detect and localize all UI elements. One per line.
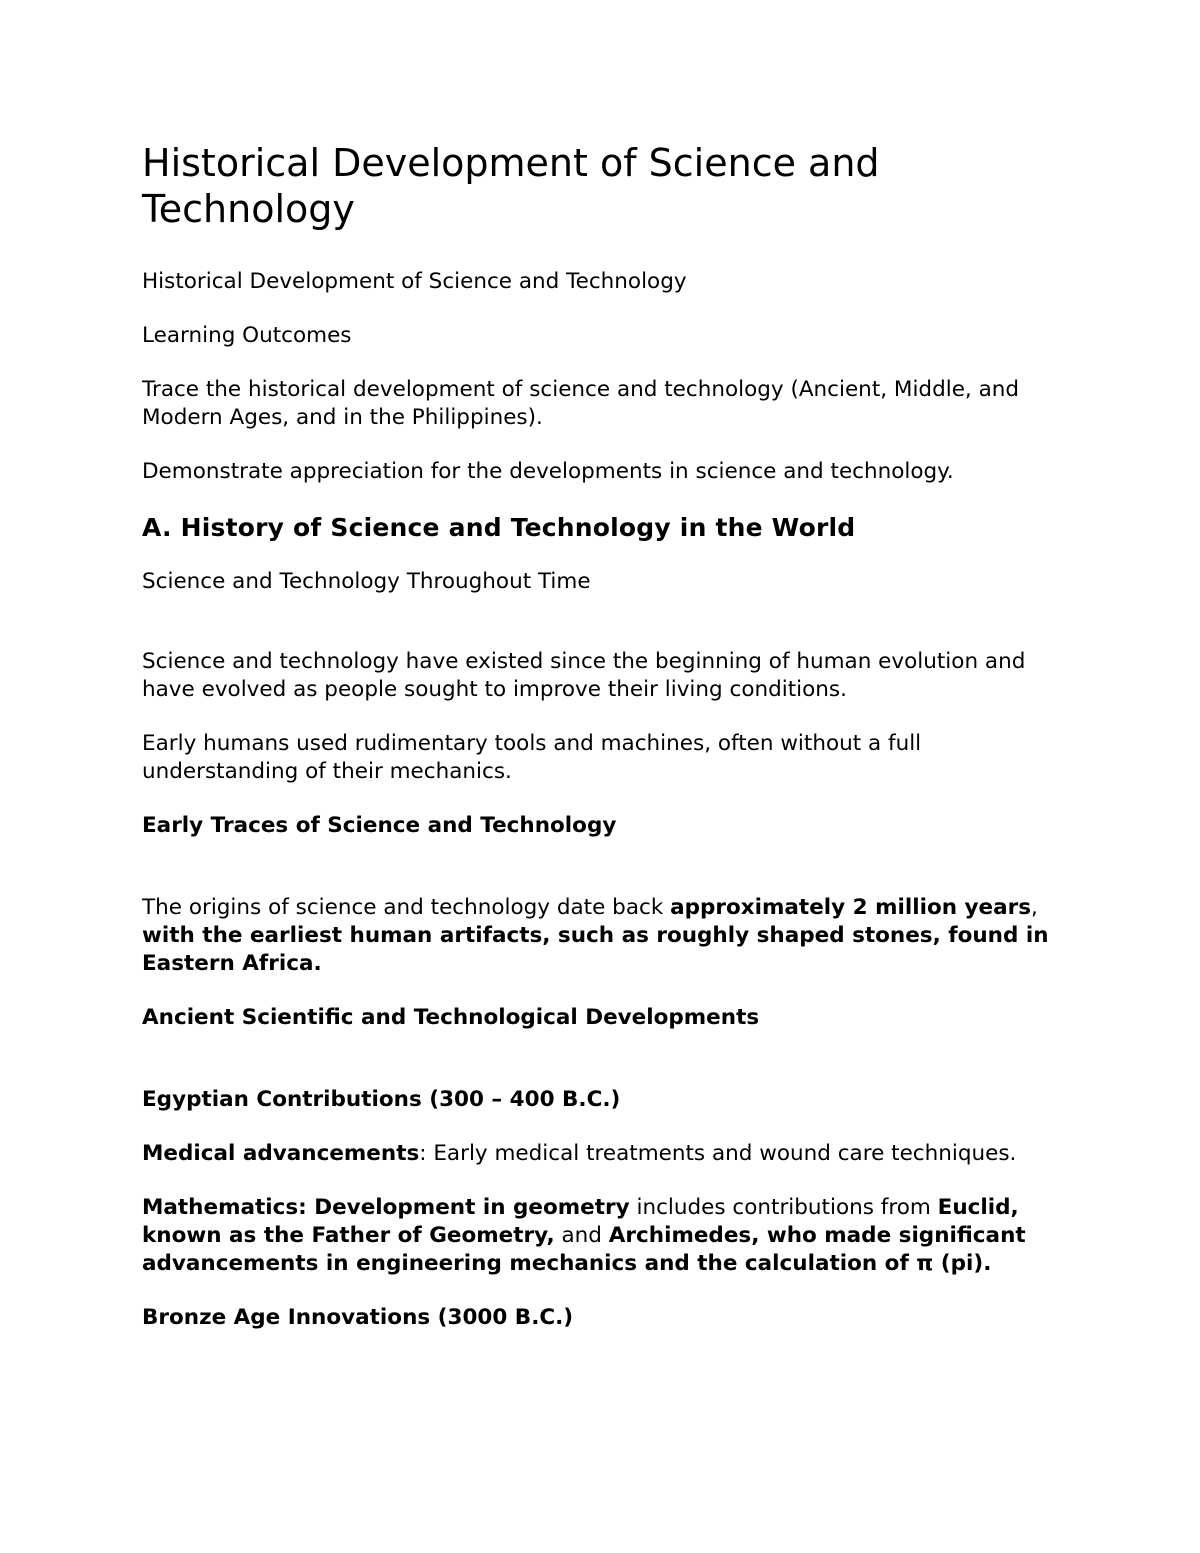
medical-plain-text: : Early medical treatments and wound care techniques. xyxy=(419,1141,1017,1166)
math-bold-text-3: Archimedes, who made significant advancements in engineering mechanics and the calculation of π (pi). xyxy=(142,1223,1026,1276)
paragraph-origins xyxy=(142,894,1072,978)
document-page xyxy=(142,140,1072,1358)
origins-plain-text: The origins of science and technology date back xyxy=(142,895,671,920)
paragraph-medical xyxy=(142,1140,1072,1168)
medical-bold-text: Medical advancements xyxy=(142,1141,420,1166)
throughout-time-subheading: Science and Technology Throughout Time xyxy=(142,569,591,594)
origins-comma: , xyxy=(1031,895,1038,920)
paragraph-existed: Science and technology have existed since the beginning of human evolution and have evolved as people sought to improve their living conditions. xyxy=(142,649,1026,702)
bronze-age-heading: Bronze Age Innovations (3000 B.C.) xyxy=(142,1305,574,1330)
section-a-heading: A. History of Science and Technology in the World xyxy=(142,513,856,542)
document-title: Historical Development of Science and Technology xyxy=(142,141,880,231)
learning-outcome-2: Demonstrate appreciation for the developments in science and technology. xyxy=(142,459,954,484)
math-plain-text-1: includes contributions from xyxy=(629,1195,938,1220)
ancient-developments-heading: Ancient Scientific and Technological Developments xyxy=(142,1005,760,1030)
math-bold-text-2: Euclid, known as the Father of Geometry, xyxy=(142,1195,1019,1248)
learning-outcomes-label: Learning Outcomes xyxy=(142,323,352,348)
origins-bold-text: approximately 2 million years xyxy=(670,895,1032,920)
document-subtitle: Historical Development of Science and Technology xyxy=(142,269,687,294)
math-bold-text-1: Mathematics: Development in geometry xyxy=(142,1195,630,1220)
egyptian-contributions-heading: Egyptian Contributions (300 – 400 B.C.) xyxy=(142,1087,621,1112)
origins-bold-text-2: with the earliest human artifacts, such as roughly shaped stones, found in Eastern Africa. xyxy=(142,923,1049,976)
paragraph-early-humans: Early humans used rudimentary tools and machines, often without a full understanding of their mechanics. xyxy=(142,731,922,784)
early-traces-heading: Early Traces of Science and Technology xyxy=(142,813,617,838)
learning-outcome-1: Trace the historical development of science and technology (Ancient, Middle, and Modern Ages, and in the Philippines). xyxy=(142,377,1020,430)
paragraph-mathematics xyxy=(142,1194,1072,1278)
math-plain-text-2: and xyxy=(554,1223,609,1248)
